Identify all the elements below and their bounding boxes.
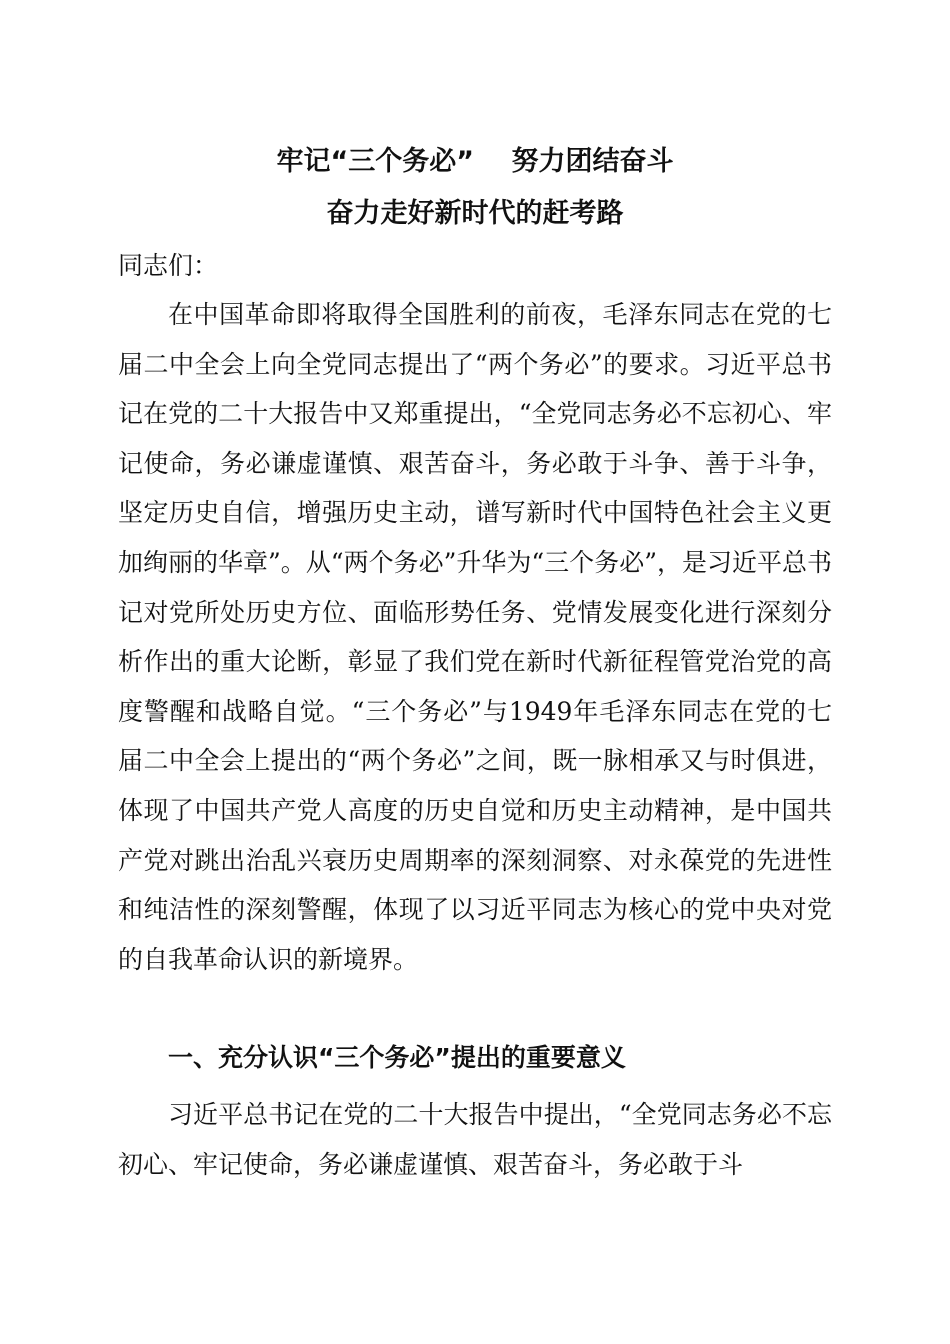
- salutation: 同志们：: [118, 251, 219, 280]
- document-title-line-2: 奋力走好新时代的赶考路: [326, 198, 624, 229]
- body-paragraph-2: 习近平总书记在党的二十大报告中提出，“全党同志务必不忘初心、牢记使命，务必谦虚谨慎、艰苦奋斗，务必敢于斗: [118, 1100, 832, 1179]
- body-paragraph-1: 在中国革命即将取得全国胜利的前夜，毛泽东同志在党的七届二中全会上向全党同志提出了“两个务必”的要求。习近平总书记在党的二十大报告中又郑重提出，“全党同志务必不忘初心、牢记使命，务必谦虚谨慎、艰苦奋斗，务必敢于斗争、善于斗争，坚定历史自信，增强历史主动，谱写新时代中国特色社会主义更加绚丽的华章”。从“两个务必”升华为“三个务必”，是习近平总书记对党所处历史方位、面临形势任务、党情发展变化进行深刻分析作出的重大论断，彰显了我们党在新时代新征程管党治党的高度警醒和战略自觉。“三个务必”与1949年毛泽东同志在党的七届二中全会上提出的“两个务必”之间，既一脉相承又与时俱进，体现了中国共产党人高度的历史自觉和历史主动精神，是中国共产党对跳出治乱兴衰历史周期率的深刻洞察、对永葆党的先进性和纯洁性的深刻警醒，体现了以习近平同志为核心的党中央对党的自我革命认识的新境界。: [118, 300, 832, 974]
- document-title-line-1: 牢记“三个务必” 努力团结奋斗: [276, 146, 674, 177]
- section-heading-1: 一、充分认识“三个务必”提出的重要意义: [168, 1043, 626, 1072]
